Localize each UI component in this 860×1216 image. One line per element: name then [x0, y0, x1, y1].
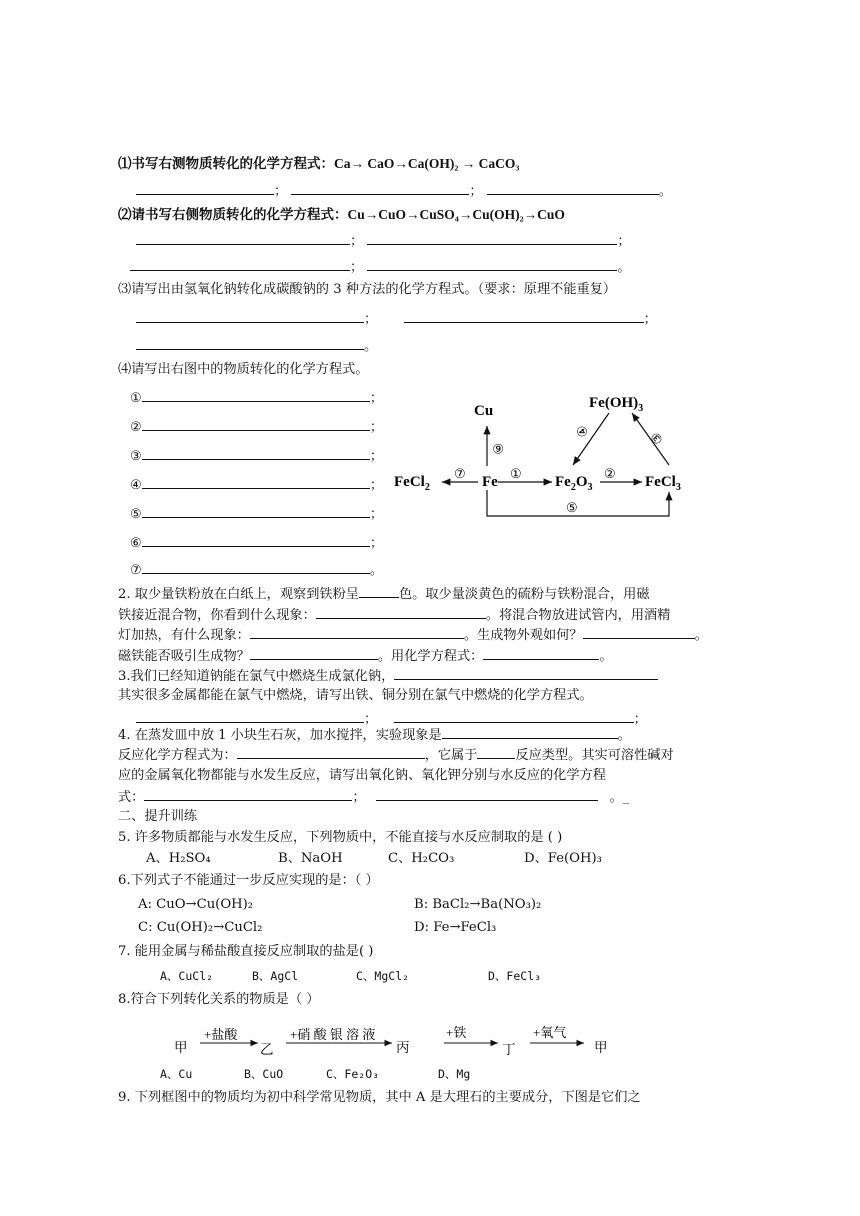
q5-option-d[interactable]: D、Fe(OH)₃: [524, 851, 602, 866]
q6-option-b[interactable]: B: BaCl₂→Ba(NO₃)₂: [414, 897, 542, 912]
q7-option-c[interactable]: C、MgCl₂: [356, 969, 410, 983]
answer-blank[interactable]: [359, 585, 399, 598]
p2-line-4: 磁铁能否吸引生成物？ 。用化学方程式： 。: [118, 649, 613, 664]
q5-option-b[interactable]: B、NaOH: [278, 851, 343, 866]
q8-reagent-3: +铁: [446, 1025, 467, 1040]
q4-item-3: ③ ；: [130, 449, 384, 464]
item-number: ⑦: [130, 563, 142, 578]
q8-jia-2: 甲: [594, 1040, 608, 1055]
item-number: ⑥: [130, 536, 142, 551]
diagram-cu: Cu: [474, 403, 494, 419]
answer-blank[interactable]: [142, 534, 370, 547]
q5-stem: 5. 许多物质都能与水发生反应，下列物质中，不能直接与水反应制取的是 ( ): [118, 830, 563, 845]
q6-option-d[interactable]: D: Fe→FeCl₃: [414, 920, 497, 935]
diagram-fe: Fe: [482, 474, 498, 490]
q8-bing: 丙: [396, 1040, 410, 1055]
q8-option-c[interactable]: C、Fe₂O₃: [326, 1067, 380, 1081]
q3-answer-row-1: ； ；: [136, 310, 657, 328]
label-3: ③: [647, 429, 667, 448]
p4-line-2: 反应化学方程式为： ，它属于 反应类型。其实可溶性碱对: [118, 748, 674, 763]
q1-label: ⑴书写右测物质转化的化学方程式：Ca→ CaO→Ca(OH)₂ → CaCO₃: [118, 156, 520, 171]
p3-line-1: 3.我们已经知道钠能在氯气中燃烧生成氯化钠，: [118, 667, 658, 685]
answer-blank[interactable]: [142, 389, 370, 402]
answer-blank[interactable]: [316, 606, 486, 619]
q4-item-7: ⑦ 。: [130, 563, 384, 578]
q4-item-1: ① ；: [130, 391, 384, 406]
diagram-fecl3: FeCl$_3$: [645, 474, 681, 493]
answer-blank[interactable]: [291, 182, 469, 195]
q4-label: ⑷请写出右图中的物质转化的化学方程式。: [118, 362, 369, 377]
label-4: ④: [572, 422, 592, 441]
p4-line-1: 4. 在蒸发皿中放 1 小块生石灰，加水搅拌，实验现象是 。: [118, 728, 631, 743]
answer-blank[interactable]: [376, 788, 598, 801]
answer-blank[interactable]: [136, 182, 274, 195]
answer-blank[interactable]: [487, 182, 659, 195]
iron-conversion-diagram: [388, 388, 700, 526]
answer-blank[interactable]: [142, 418, 370, 431]
q8-stem: 8.符合下列转化关系的物质是（ ）: [118, 992, 320, 1007]
q6-option-c[interactable]: C: Cu(OH)₂→CuCl₂: [138, 920, 263, 935]
diagram-fe2o3: $Fe_2O_3$: [555, 474, 593, 493]
q8-reagent-2: +硝 酸 银 溶 液: [290, 1027, 376, 1042]
answer-blank[interactable]: [394, 667, 658, 680]
p3-answer-row: ； ；: [136, 710, 647, 728]
q7-option-b[interactable]: B、AgCl: [252, 969, 299, 983]
q6-stem: 6.下列式子不能通过一步反应实现的是：（ ）: [118, 873, 379, 888]
answer-blank[interactable]: [237, 746, 425, 759]
answer-blank[interactable]: [250, 626, 464, 639]
item-number: ①: [130, 391, 142, 406]
q5-option-a[interactable]: A、H₂SO₄: [146, 851, 211, 866]
q8-jia: 甲: [174, 1040, 188, 1055]
answer-blank[interactable]: [483, 647, 599, 660]
label-1: ①: [510, 466, 522, 481]
answer-blank[interactable]: [367, 232, 617, 245]
item-number: ⑤: [130, 507, 142, 522]
q4-item-6: ⑥ ；: [130, 536, 384, 551]
p2-line-2: 铁接近混合物，你看到什么现象： 。将混合物放进试管内，用酒精: [118, 608, 671, 623]
q8-option-b[interactable]: B、CuO: [244, 1067, 284, 1081]
q8-yi: 乙: [260, 1042, 274, 1057]
p2-line-3: 灯加热，有什么现象： 。生成物外观如何？ 。: [118, 628, 708, 643]
q3-label: ⑶请写出由氢氧化钠转化成碳酸钠的 3 种方法的化学方程式。（要求：原理不能重复）: [118, 282, 617, 297]
q1-end: 。: [658, 184, 672, 199]
answer-blank[interactable]: [136, 310, 364, 323]
diagram-fecl2: FeCl$_2$: [394, 474, 430, 493]
answer-blank[interactable]: [136, 232, 350, 245]
answer-blank[interactable]: [442, 726, 618, 739]
p2-line-1: 2. 取少量铁粉放在白纸上，观察到铁粉呈 色。取少量淡黄色的硫粉与铁粉混合，用磁: [118, 587, 650, 602]
q1-answer-row: ； ； 。: [136, 182, 672, 200]
q8-reagent-4: +氧气: [533, 1025, 567, 1040]
q7-option-d[interactable]: D、FeCl₃: [488, 969, 542, 983]
p4-line-4: 式： ； 。_: [118, 790, 630, 805]
q3-answer-row-2: 。: [136, 337, 377, 355]
p3-line-2: 其实很多金属都能在氯气中燃烧，请写出铁、铜分别在氯气中燃烧的化学方程式。: [118, 688, 593, 703]
arrow-fe-to-fecl3: [487, 490, 669, 516]
q6-option-a[interactable]: A: CuO→Cu(OH)₂: [138, 897, 254, 912]
q2-answer-row-1: ； ；: [136, 232, 631, 250]
q4-item-2: ② ；: [130, 420, 384, 435]
answer-blank[interactable]: [142, 447, 370, 460]
answer-blank[interactable]: [142, 505, 370, 518]
q7-stem: 7. 能用金属与稀盐酸直接反应制取的盐是( ): [118, 944, 374, 959]
p4-line-3: 应的金属氧化物都能与水发生反应，请写出氧化钠、氧化钾分别与水反应的化学方程: [118, 768, 606, 783]
q7-option-a[interactable]: A、CuCl₂: [160, 969, 214, 983]
q8-reagent-1: +盐酸: [204, 1027, 238, 1042]
label-2: ②: [604, 466, 616, 481]
answer-blank[interactable]: [130, 258, 350, 271]
answer-blank[interactable]: [583, 626, 695, 639]
label-5: ⑤: [566, 500, 578, 515]
q8-option-d[interactable]: D、Mg: [438, 1067, 471, 1081]
label-6: ⑥: [492, 441, 504, 456]
answer-blank[interactable]: [367, 258, 617, 271]
q2-label: ⑵请书写右侧物质转化的化学方程式：Cu→CuO→CuSO₄→Cu(OH)₂→CuO: [118, 207, 565, 222]
diagram-feoh3: $Fe(OH)_3$: [589, 395, 644, 414]
item-number: ④: [130, 478, 142, 493]
q8-conversion-chain: [170, 1022, 620, 1062]
answer-blank[interactable]: [250, 647, 378, 660]
section-title: 二、提升训练: [118, 809, 198, 824]
item-number: ②: [130, 420, 142, 435]
q9-stem: 9. 下列框图中的物质均为初中科学常见物质，其中 A 是大理石的主要成分，下图是它们之: [118, 1090, 641, 1105]
q8-option-a[interactable]: A、Cu: [160, 1067, 193, 1081]
answer-blank[interactable]: [136, 710, 364, 723]
answer-blank[interactable]: [144, 788, 352, 801]
answer-blank[interactable]: [142, 561, 370, 574]
answer-blank[interactable]: [404, 310, 644, 323]
label-7: ⑦: [454, 466, 466, 481]
q4-item-4: ④ ；: [130, 478, 384, 493]
answer-blank[interactable]: [142, 476, 370, 489]
q2-answer-row-2: ； 。: [130, 258, 631, 276]
item-number: ③: [130, 449, 142, 464]
answer-blank[interactable]: [136, 337, 364, 350]
q8-ding: 丁: [502, 1042, 516, 1057]
q4-item-5: ⑤ ；: [130, 507, 384, 522]
q5-option-c[interactable]: C、H₂CO₃: [388, 851, 455, 866]
answer-blank[interactable]: [477, 746, 515, 759]
answer-blank[interactable]: [394, 710, 634, 723]
